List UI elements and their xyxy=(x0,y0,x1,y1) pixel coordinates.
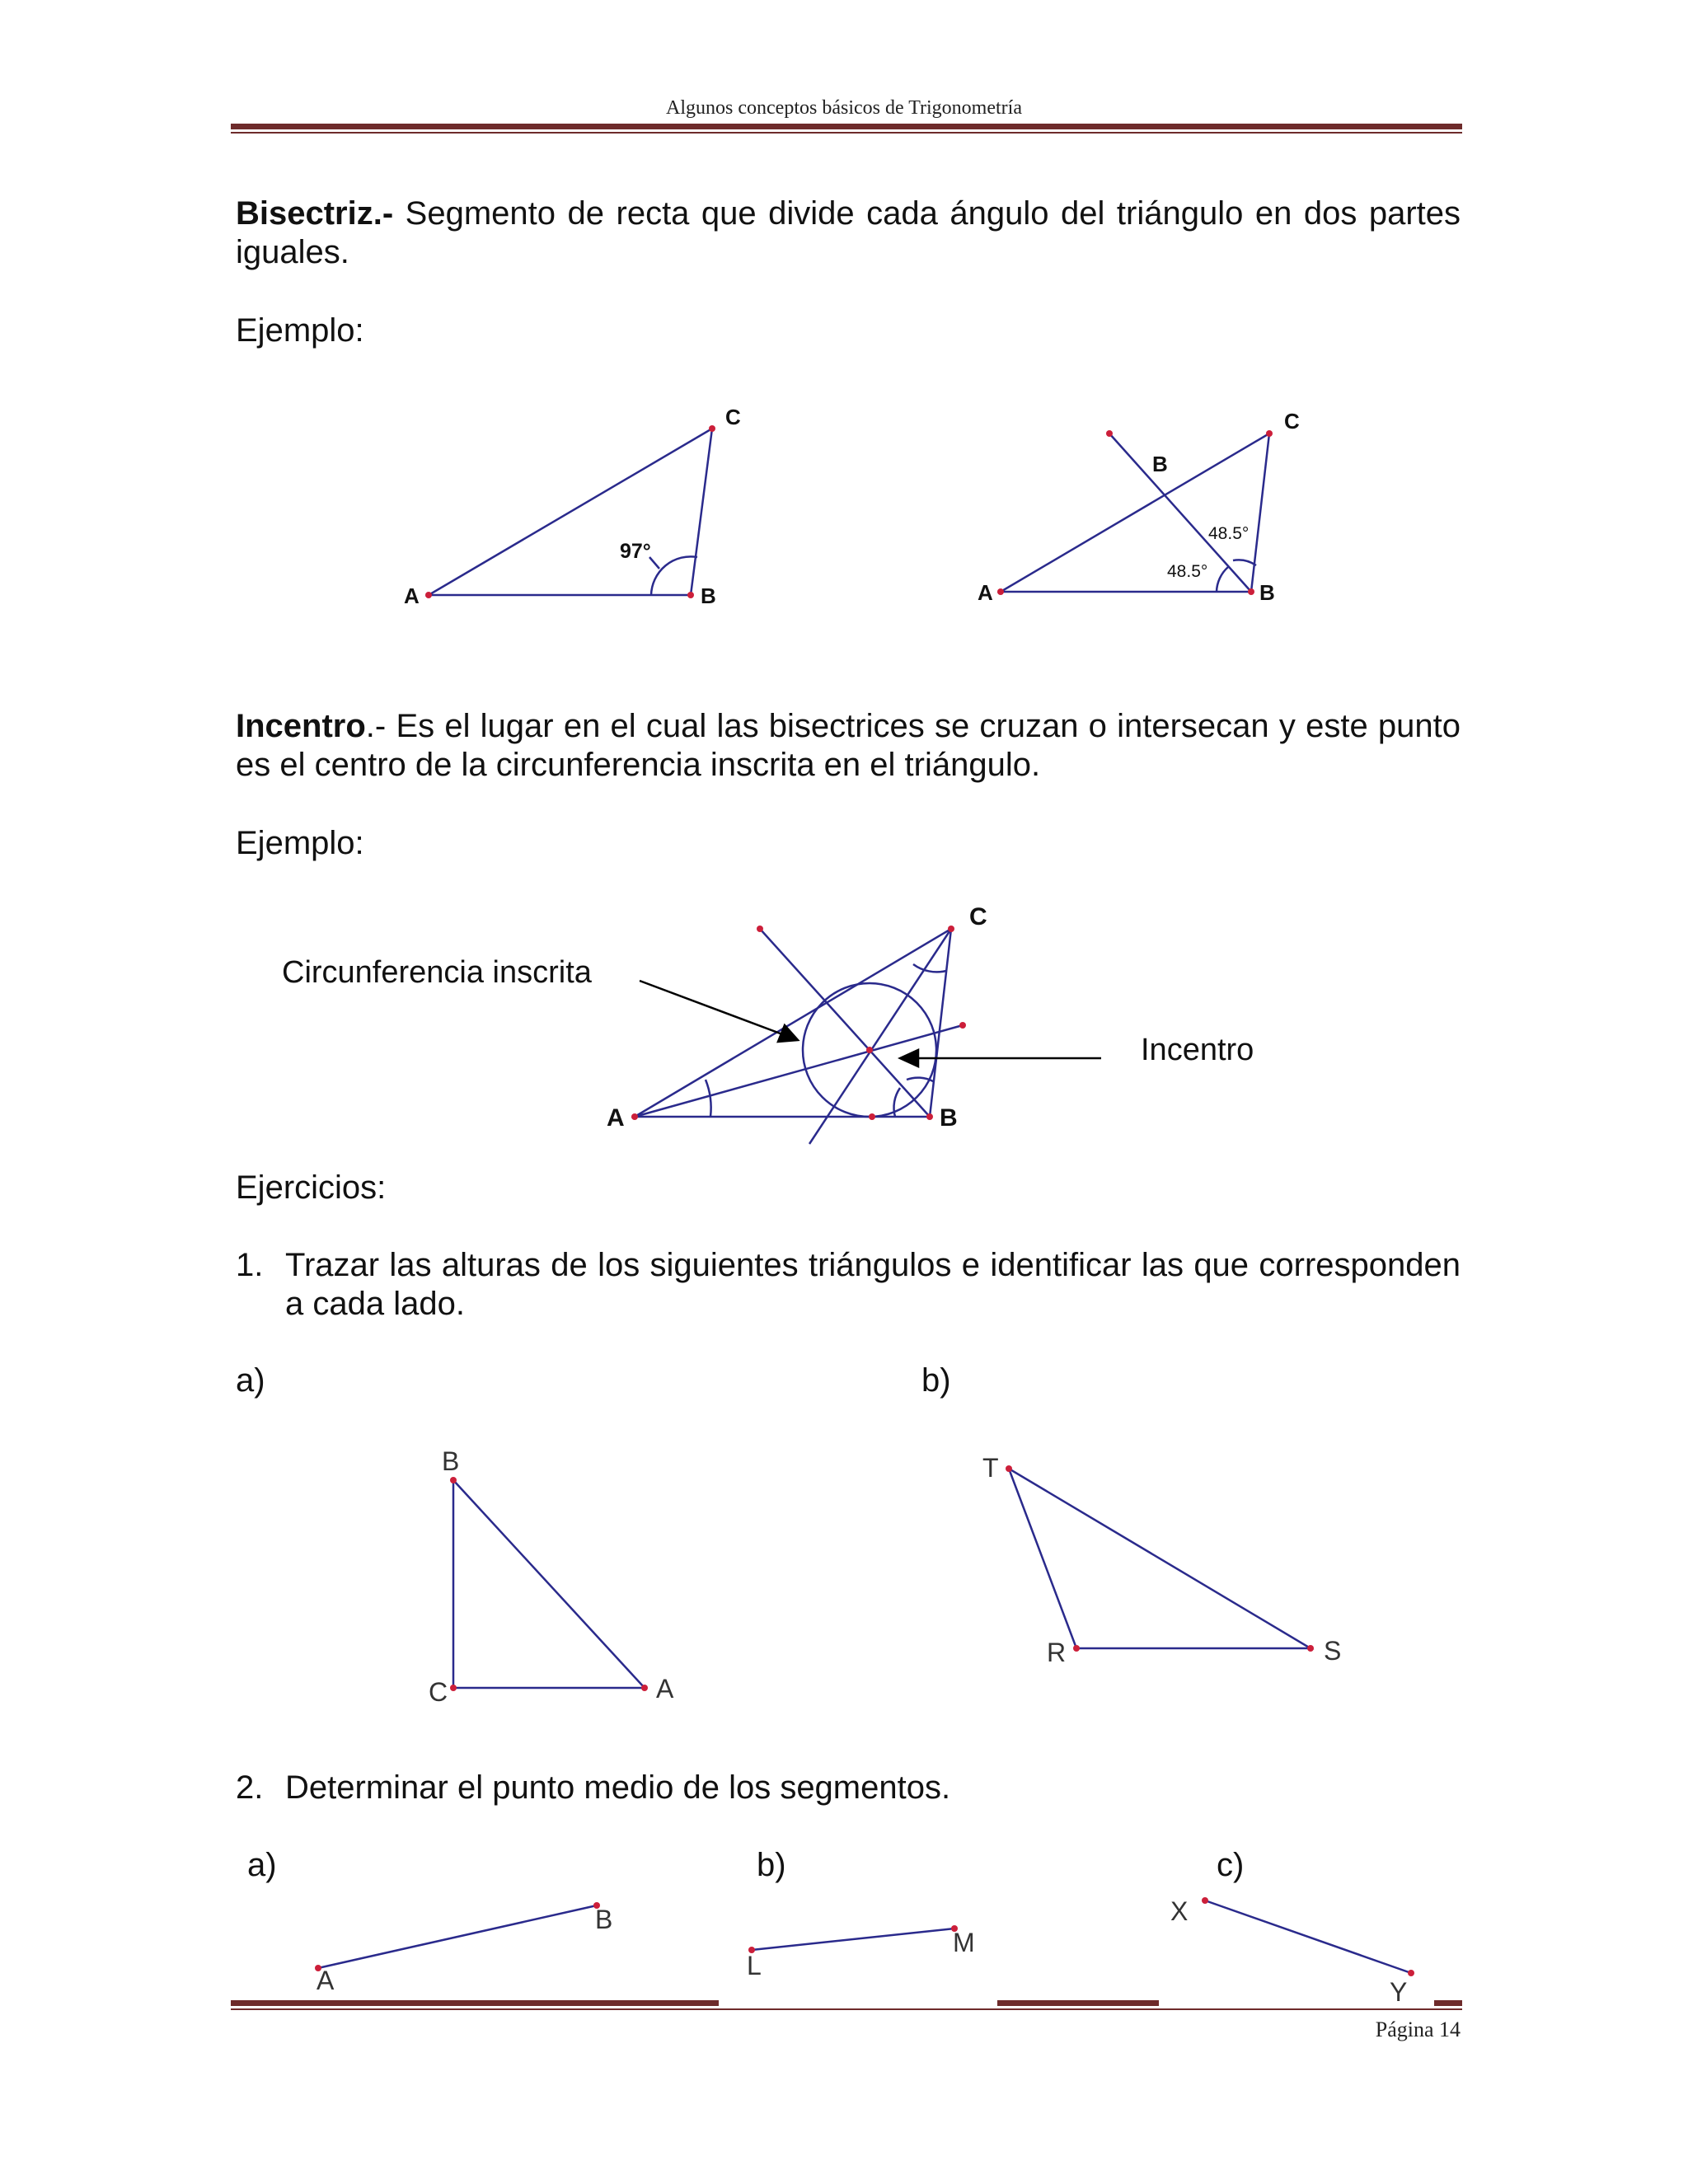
tri-b-label-t: T xyxy=(982,1453,999,1483)
ex2-b-label: b) xyxy=(757,1847,786,1883)
fig1-angle: 97° xyxy=(620,540,651,563)
ex2-text: Determinar el punto medio de los segmentos. xyxy=(285,1769,951,1806)
seg-b-label-end: M xyxy=(953,1928,975,1957)
fig2-angle-1: 48.5° xyxy=(1208,524,1250,543)
seg-a-label-start: A xyxy=(316,1966,335,1995)
ex2-number: 2. xyxy=(236,1769,264,1806)
incentro-term: Incentro xyxy=(236,708,366,744)
ex2-c-label: c) xyxy=(1217,1847,1245,1883)
ex1-b-label: b) xyxy=(921,1362,951,1399)
tri-a-label-b: B xyxy=(442,1446,460,1476)
incentro-text: .- Es el lugar en el cual las bisectrices se cruzan o intersecan y este punto es el centro de la circunferencia inscrita en el triángulo. xyxy=(236,708,1461,783)
ex1-text: Trazar las alturas de los siguientes triángulos e identificar las que corresponden a cada lado. xyxy=(285,1247,1461,1322)
seg-c-label-end: Y xyxy=(1390,1977,1408,2007)
ex2-a-label: a) xyxy=(247,1847,277,1883)
tri-a-label-c: C xyxy=(429,1677,448,1707)
bisectriz-text: Segmento de recta que divide cada ángulo del triángulo en dos partes iguales. xyxy=(236,195,1461,270)
tri-b-label-s: S xyxy=(1324,1636,1342,1666)
ex1-number: 1. xyxy=(236,1247,264,1283)
page-number: Página 14 xyxy=(1375,2018,1461,2041)
incentro-label-a: A xyxy=(607,1104,625,1132)
incentro-label-c: C xyxy=(969,903,987,930)
fig2-angle-2: 48.5° xyxy=(1167,562,1208,581)
callout-incentro: Incentro xyxy=(1141,1033,1254,1067)
fig2-label-c: C xyxy=(1284,409,1300,434)
seg-b-label-start: L xyxy=(747,1951,762,1980)
incentro-label-b: B xyxy=(940,1104,958,1132)
page-header-title: Algunos conceptos básicos de Trigonometría xyxy=(666,97,1022,119)
tri-b-label-r: R xyxy=(1047,1638,1067,1667)
tri-a-label-a: A xyxy=(656,1674,674,1704)
ejercicios-heading: Ejercicios: xyxy=(236,1169,387,1206)
seg-c-label-start: X xyxy=(1170,1896,1189,1926)
ex1-a-label: a) xyxy=(236,1362,265,1399)
seg-a-label-end: B xyxy=(595,1905,613,1934)
fig1-label-c: C xyxy=(725,405,741,429)
fig1-label-b: B xyxy=(701,583,716,608)
fig2-label-bisector: B xyxy=(1152,452,1168,476)
fig2-label-b: B xyxy=(1259,580,1275,605)
footer-rule xyxy=(231,2000,1462,2012)
fig2-label-a: A xyxy=(978,580,993,605)
fig1-label-a: A xyxy=(404,583,420,608)
incentro-example-label: Ejemplo: xyxy=(236,825,364,861)
bisectriz-example-label: Ejemplo: xyxy=(236,312,364,349)
bisectriz-term: Bisectriz.- xyxy=(236,195,394,232)
callout-circunferencia-inscrita: Circunferencia inscrita xyxy=(282,955,592,990)
